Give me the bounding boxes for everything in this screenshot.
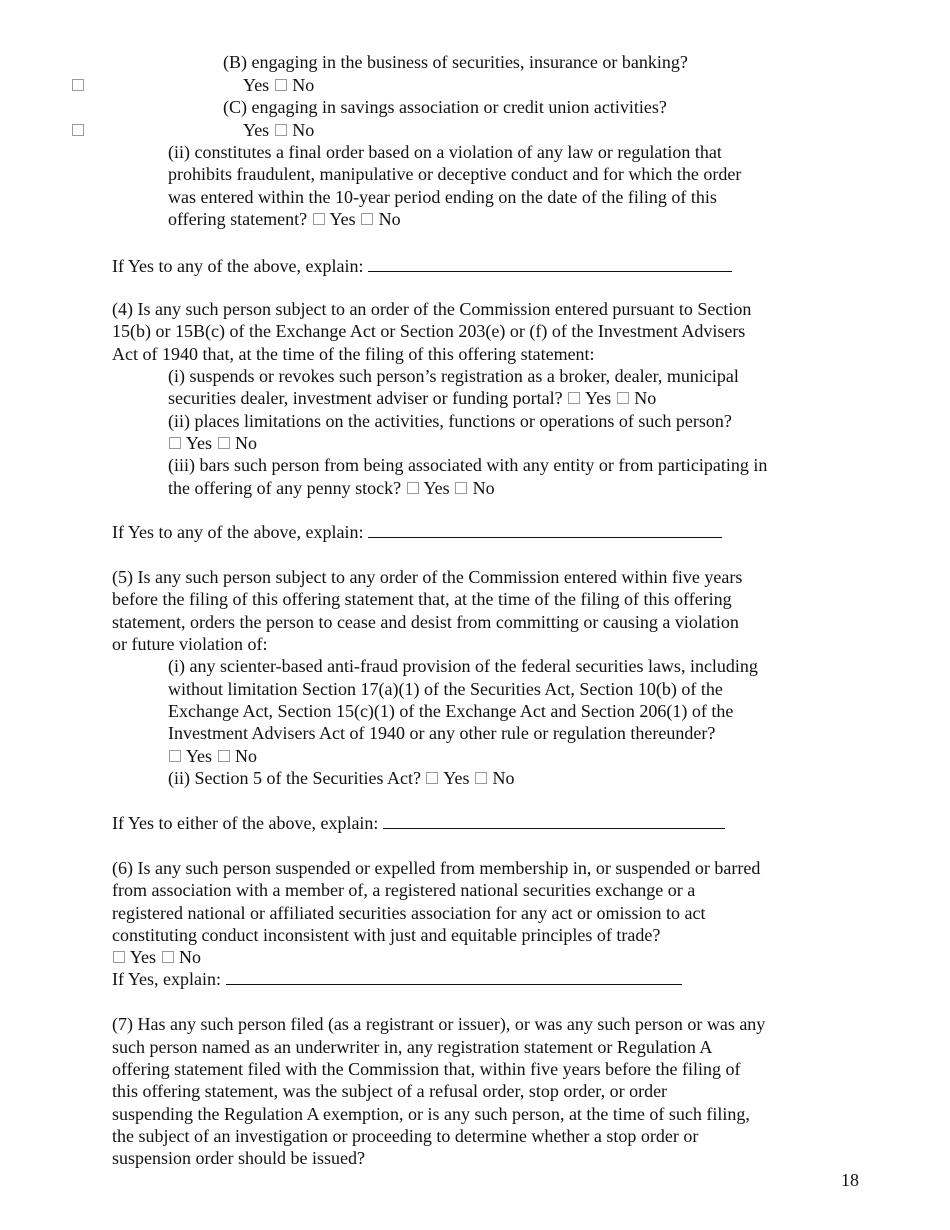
q5-explain-field[interactable]	[383, 814, 725, 829]
q6-line: registered national or affiliated securities association for any act or omission to act	[112, 903, 706, 923]
q4-explain-field[interactable]	[368, 523, 722, 538]
q4-ii-text: (ii) places limitations on the activities, functions or operations of such person?	[168, 411, 732, 431]
q5-ii-text: (ii) Section 5 of the Securities Act?	[168, 768, 421, 788]
no-label: No	[634, 388, 657, 408]
q4-line: 15(b) or 15B(c) of the Exchange Act or Section 203(e) or (f) of the Investment Advisers	[112, 321, 746, 341]
q3-explain-field[interactable]	[368, 257, 732, 272]
q5-line: before the filing of this offering statement that, at the time of the filing of this offering	[112, 589, 732, 609]
yes-label: Yes	[243, 120, 270, 140]
yes-label: Yes	[185, 433, 213, 453]
q4-iii-last-row	[168, 477, 495, 499]
q3-b-no-checkbox[interactable]	[275, 79, 287, 91]
no-label: No	[492, 768, 515, 788]
q5-i-line: without limitation Section 17(a)(1) of the Securities Act, Section 10(b) of the	[168, 679, 723, 699]
q3-ii-line: was entered within the 10-year period ending on the date of the filing of this	[168, 187, 717, 207]
yes-label: Yes	[423, 478, 450, 498]
no-label: No	[472, 478, 495, 498]
q3-b-answer-row	[243, 74, 314, 96]
q7-line: offering statement filed with the Commission that, within five years before the filing of	[112, 1059, 741, 1079]
q5-line: (5) Is any such person subject to any order of the Commission entered within five years	[112, 567, 743, 587]
q3-b-stray-checkbox[interactable]	[72, 79, 84, 91]
q7-line: suspension order should be issued?	[112, 1148, 365, 1168]
q5-ii-row	[168, 767, 514, 789]
q4-iii-yes-checkbox[interactable]	[407, 482, 419, 494]
q3-c-text: (C) engaging in savings association or credit union activities?	[223, 97, 667, 117]
yes-label: Yes	[329, 209, 356, 229]
q4-i-line: securities dealer, investment adviser or funding portal?	[168, 388, 563, 408]
no-label: No	[292, 120, 315, 140]
yes-label: Yes	[585, 388, 612, 408]
q4-ii-yes-checkbox[interactable]	[169, 437, 181, 449]
q3-c-no-checkbox[interactable]	[275, 124, 287, 136]
q5-explain-label: If Yes to either of the above, explain:	[112, 813, 379, 833]
q6-explain-field[interactable]	[226, 970, 682, 985]
q6-explain-label: If Yes, explain:	[112, 969, 221, 989]
q5-line: or future violation of:	[112, 634, 268, 654]
q6-line: constituting conduct inconsistent with just and equitable principles of trade?	[112, 925, 661, 945]
no-label: No	[235, 433, 258, 453]
q3-explain-row	[112, 255, 732, 277]
q4-iii-line: (iii) bars such person from being associated with any entity or from participating in	[168, 455, 768, 475]
q5-i-answer-row	[168, 745, 257, 767]
q6-explain-row	[112, 968, 682, 990]
q4-i-yes-checkbox[interactable]	[568, 392, 580, 404]
q5-explain-row	[112, 812, 725, 834]
q7-line: (7) Has any such person filed (as a registrant or issuer), or was any such person or was any	[112, 1014, 766, 1034]
q4-iii-no-checkbox[interactable]	[455, 482, 467, 494]
no-label: No	[292, 75, 315, 95]
q6-answer-row	[112, 946, 201, 968]
q7-line: the subject of an investigation or proceeding to determine whether a stop order or	[112, 1126, 699, 1146]
q3-c-stray-checkbox[interactable]	[72, 124, 84, 136]
q4-line: Act of 1940 that, at the time of the filing of this offering statement:	[112, 344, 595, 364]
q4-ii-answer-row	[168, 432, 257, 454]
yes-label: Yes	[129, 947, 157, 967]
q7-line: this offering statement, was the subject of a refusal order, stop order, or order	[112, 1081, 668, 1101]
q4-i-last-row	[168, 387, 656, 409]
no-label: No	[235, 746, 258, 766]
no-label: No	[179, 947, 202, 967]
q4-line: (4) Is any such person subject to an order of the Commission entered pursuant to Section	[112, 299, 752, 319]
q3-ii-no-checkbox[interactable]	[361, 213, 373, 225]
q5-i-line: Exchange Act, Section 15(c)(1) of the Exchange Act and Section 206(1) of the	[168, 701, 734, 721]
q5-i-yes-checkbox[interactable]	[169, 750, 181, 762]
q6-no-checkbox[interactable]	[162, 951, 174, 963]
q3-explain-label: If Yes to any of the above, explain:	[112, 256, 364, 276]
no-label: No	[378, 209, 401, 229]
q3-ii-yes-checkbox[interactable]	[313, 213, 325, 225]
q4-i-no-checkbox[interactable]	[617, 392, 629, 404]
q6-yes-checkbox[interactable]	[113, 951, 125, 963]
yes-label: Yes	[243, 75, 270, 95]
q3-ii-line: offering statement?	[168, 209, 308, 229]
q5-line: statement, orders the person to cease and desist from committing or causing a violation	[112, 612, 739, 632]
q5-ii-yes-checkbox[interactable]	[426, 772, 438, 784]
q4-i-line: (i) suspends or revokes such person’s registration as a broker, dealer, municipal	[168, 366, 739, 386]
q4-iii-line: the offering of any penny stock?	[168, 478, 402, 498]
q4-explain-row	[112, 521, 722, 543]
q3-ii-last-row	[168, 208, 401, 230]
q6-line: (6) Is any such person suspended or expelled from membership in, or suspended or barred	[112, 858, 761, 878]
q3-b-text: (B) engaging in the business of securities, insurance or banking?	[223, 52, 688, 72]
yes-label: Yes	[185, 746, 213, 766]
q7-line: such person named as an underwriter in, any registration statement or Regulation A	[112, 1037, 713, 1057]
q7-line: suspending the Regulation A exemption, or is any such person, at the time of such filing,	[112, 1104, 750, 1124]
q4-explain-label: If Yes to any of the above, explain:	[112, 522, 364, 542]
q3-c-answer-row	[243, 119, 314, 141]
q5-i-line: (i) any scienter-based anti-fraud provision of the federal securities laws, including	[168, 656, 758, 676]
q5-ii-no-checkbox[interactable]	[475, 772, 487, 784]
q3-ii-line: prohibits fraudulent, manipulative or deceptive conduct and for which the order	[168, 164, 742, 184]
q5-i-no-checkbox[interactable]	[218, 750, 230, 762]
q5-i-line: Investment Advisers Act of 1940 or any other rule or regulation thereunder?	[168, 723, 716, 743]
q3-ii-line: (ii) constitutes a final order based on a violation of any law or regulation that	[168, 142, 722, 162]
yes-label: Yes	[443, 768, 470, 788]
q4-ii-no-checkbox[interactable]	[218, 437, 230, 449]
q6-line: from association with a member of, a registered national securities exchange or a	[112, 880, 696, 900]
page-number: 18	[841, 1170, 859, 1190]
